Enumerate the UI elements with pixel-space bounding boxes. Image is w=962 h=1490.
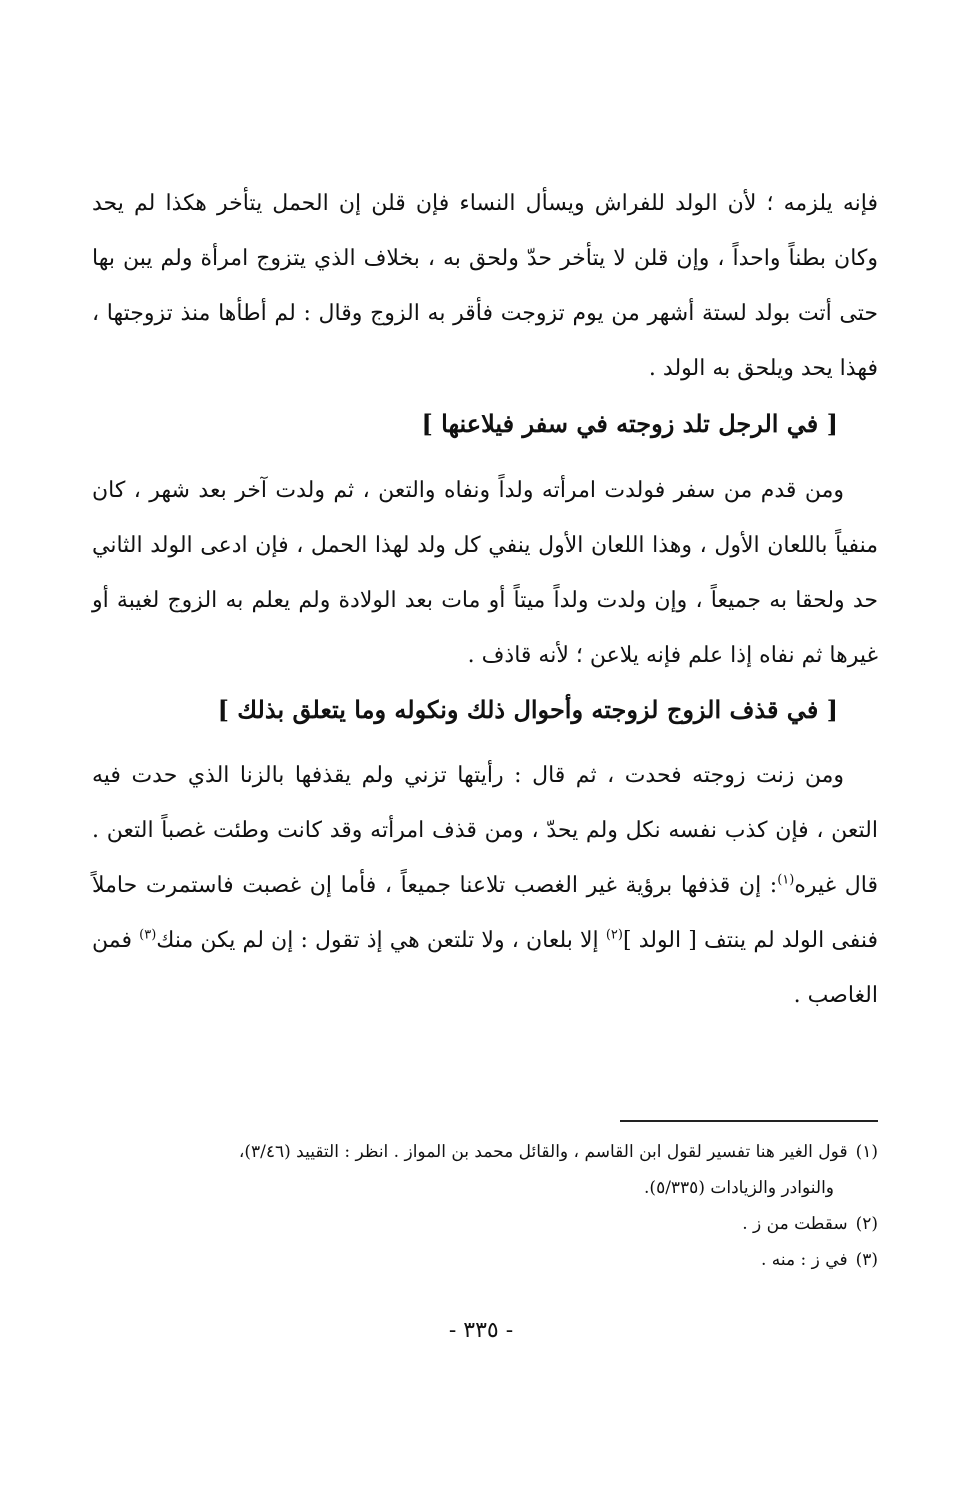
paragraph-2 (92, 463, 878, 683)
footnote-1-text: قول الغير هنا تفسير لقول ابن القاسم ، والقائل محمد بن المواز . انظر : التقييد (٣/٤٦)، (238, 1142, 848, 1162)
footnote-marker-3: (٣) (139, 927, 157, 943)
footnote-3-number: (٣) (855, 1250, 878, 1270)
paragraph-3-part-c: إلا بلعان ، ولا تلتعن هي إذ تقول : إن لم يكن منك (156, 928, 606, 953)
paragraph-3-part-d: فمن الغاصب . (92, 928, 878, 1008)
paragraph-3-text (92, 748, 878, 1023)
footnote-marker-2: (٢) (605, 927, 623, 943)
paragraph-3-part-b: : إن قذفها برؤية غير الغصب تلاعنا جميعاً ، فأما إن غصبت فاستمرت حاملاً فنفى الولد لم ينتف [ الولد ] (92, 873, 878, 953)
footnote-divider (620, 1120, 878, 1122)
section-heading-2: [ في قذف الزوج لزوجته وأحوال ذلك ونكوله وما يتعلق بذلك ] (217, 695, 838, 724)
footnote-1-number: (١) (855, 1142, 878, 1162)
paragraph-3-part-a: ومن زنت زوجته فحدت ، ثم قال : رأيتها تزني ولم يقذفها بالزنا الذي حدت فيه التعن ، فإن كذب نفسه نكل ولم يحدّ ، ومن قذف امرأته وقد كانت وطئت غصباً التعن . قال غيره (92, 763, 878, 898)
footnote-1 (92, 1134, 878, 1170)
paragraph-2-text: ومن قدم من سفر فولدت امرأته ولداً ونفاه والتعن ، ثم ولدت آخر بعد شهر ، كان منفياً باللعان الأول ، وهذا اللعان الأول ينفي كل ولد لهذا الحمل ، فإن ادعى الولد الثاني حد ولحقا به جميعاً ، وإن ولدت ولداً ميتاً أو مات بعد الولادة ولم يعلم به الزوج لغيبة أو غيرها ثم نفاه إذا علم فإنه يلاعن ؛ لأنه قاذف . (92, 478, 878, 668)
footnote-3-text: في ز : منه . (760, 1250, 848, 1270)
section-heading-1: [ في الرجل تلد زوجته في سفر فيلاعنها ] (421, 409, 838, 438)
paragraph-1 (92, 176, 878, 396)
footnote-3 (92, 1242, 878, 1278)
footnote-2-number: (٢) (855, 1214, 878, 1234)
paragraph-3 (92, 748, 878, 1023)
footnote-2 (92, 1206, 878, 1242)
footnote-marker-1: (١) (777, 872, 795, 888)
page-number: - ٣٣٥ - (448, 1318, 514, 1343)
footnote-2-text: سقطت من ز . (742, 1214, 848, 1234)
footnotes (92, 1134, 878, 1278)
footnote-1-continuation: والنوادر والزيادات (٥/٣٣٥). (644, 1178, 834, 1198)
paragraph-1-text: فإنه يلزمه ؛ لأن الولد للفراش ويسأل النساء فإن قلن إن الحمل يتأخر هكذا لم يحد وكان بطناً واحداً ، وإن قلن لا يتأخر حدّ ولحق به ، بخلاف الذي يتزوج امرأة ولم يبن بها حتى أتت بولد لستة أشهر من يوم تزوجت فأقر به الزوج وقال : لم أطأها منذ تزوجتها ، فهذا يحد ويلحق به الولد . (92, 191, 878, 381)
